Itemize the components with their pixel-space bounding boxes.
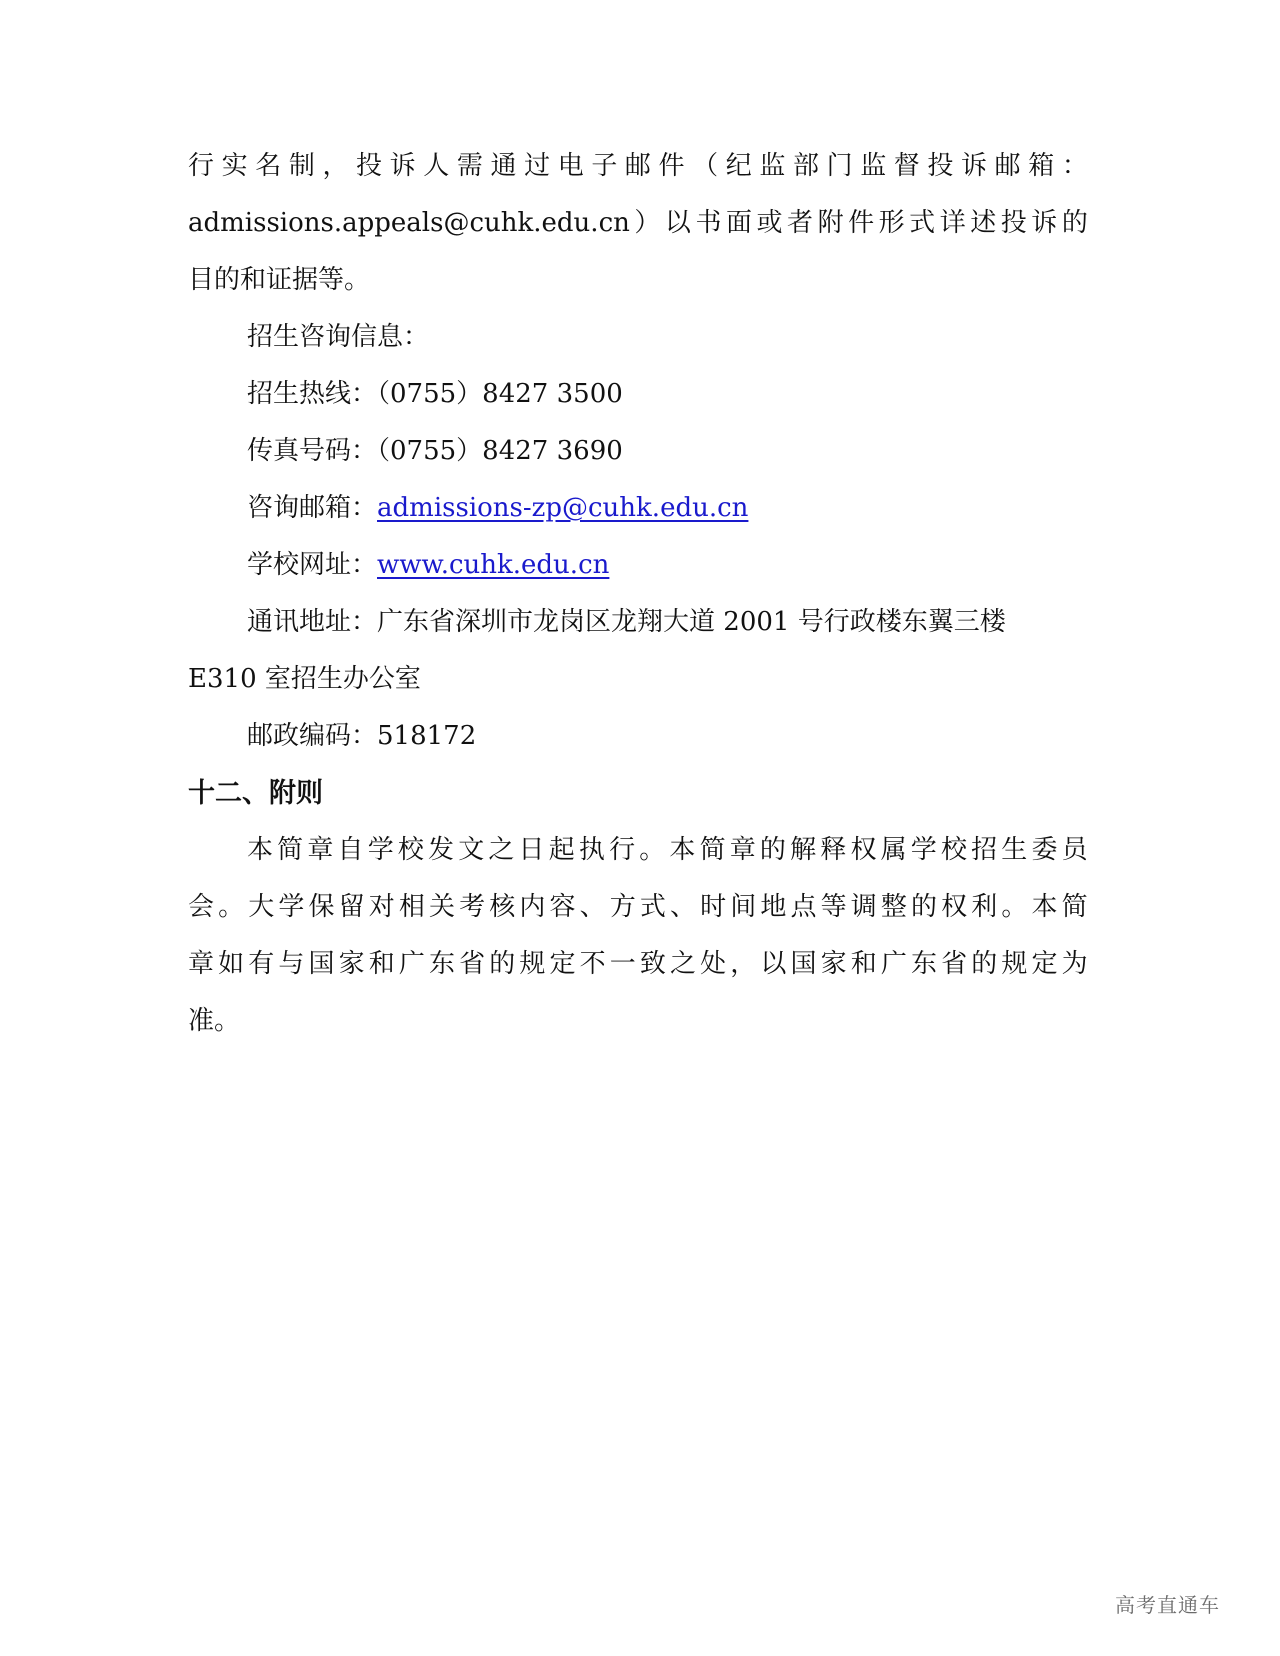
complaint-line-3: 目的和证据等。 [188, 265, 371, 295]
email-row [188, 480, 1088, 537]
postcode-value: 518172 [377, 721, 477, 751]
complaint-line-2: admissions.appeals@cuhk.edu.cn ） 以 书 面 或 者 附 件 形 式 详 述 投 诉 的 [188, 208, 1088, 238]
fax-value: （0755）8427 3690 [377, 436, 623, 466]
watermark-text: 高考直通车 [1115, 1593, 1220, 1617]
address-value-line-2: E310 室招生办公室 [188, 664, 421, 694]
section-twelve-line-2: 会 。 大 学 保 留 对 相 关 考 核 内 容 、 方 式 、 时 间 地 点 等 调 整 的 权 利 。 本 简 [188, 892, 1088, 922]
section-twelve-line-1: 本 简 章 自 学 校 发 文 之 日 起 执 行 。 本 简 章 的 解 释 权 属 学 校 招 生 委 员 [247, 835, 1088, 865]
fax-row [188, 423, 1088, 480]
section-twelve-line-3: 章 如 有 与 国 家 和 广 东 省 的 规 定 不 一 致 之 处 ， 以 国 家 和 广 东 省 的 规 定 为 [188, 949, 1088, 979]
website-row [188, 537, 1088, 594]
address-row [188, 594, 1088, 651]
address-label: 通讯地址： [247, 607, 378, 637]
postcode-label: 邮政编码： [247, 721, 378, 751]
fax-label: 传真号码： [247, 436, 378, 466]
section-twelve-line-4: 准。 [188, 1006, 241, 1036]
hotline-row [188, 366, 1088, 423]
email-link[interactable]: admissions-zp@cuhk.edu.cn [377, 493, 749, 523]
website-label: 学校网址： [247, 550, 378, 580]
email-label: 咨询邮箱： [247, 493, 378, 523]
section-twelve-title: 十二、附则 [188, 778, 323, 809]
website-link[interactable]: www.cuhk.edu.cn [377, 550, 610, 580]
hotline-label: 招生热线： [247, 379, 378, 409]
hotline-value: （0755）8427 3500 [377, 379, 623, 409]
address-value-line-1: 广东省深圳市龙岗区龙翔大道 2001 号行政楼东翼三楼 [377, 607, 1006, 637]
postcode-row [188, 708, 1088, 765]
document-body [188, 138, 1088, 1050]
complaint-line-1: 行 实 名 制 ， 投 诉 人 需 通 过 电 子 邮 件 （ 纪 监 部 门 监 督 投 诉 邮 箱 ： [188, 151, 1088, 181]
contact-heading: 招生咨询信息： [247, 322, 430, 352]
